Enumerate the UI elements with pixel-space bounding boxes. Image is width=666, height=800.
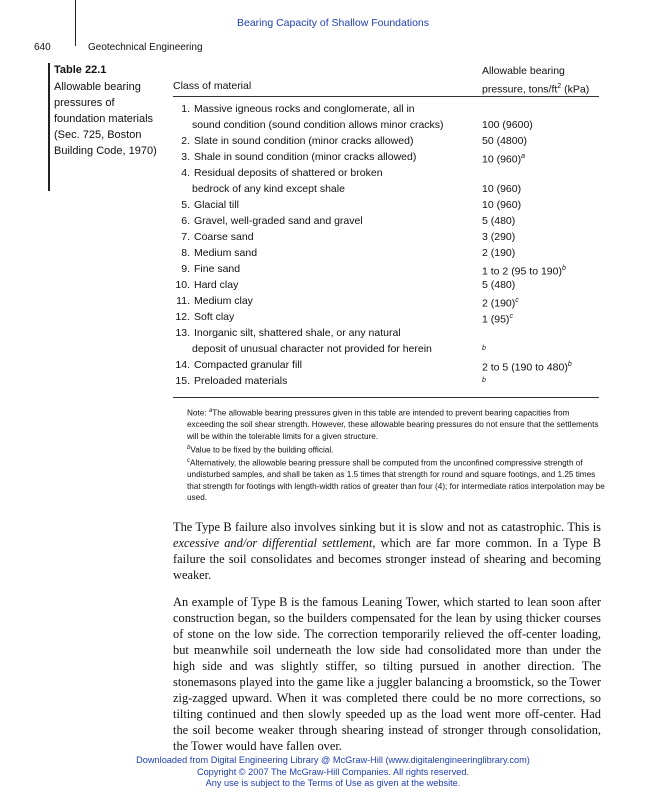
bearing-value-text: 50 (4800): [482, 135, 527, 147]
page-number: 640: [34, 42, 51, 53]
footnote-marker: b: [482, 377, 486, 384]
bearing-value-text: 2 (190): [482, 297, 516, 310]
footnote-marker: b: [561, 265, 566, 272]
table-row: [160, 293, 610, 309]
bearing-value-text: 10 (960): [482, 199, 522, 211]
table-number: Table 22.1: [54, 64, 107, 76]
bearing-value-text: 1 (95): [482, 313, 510, 326]
note-a-text: The allowable bearing pressures given in this table are intended to prevent bearing capacities from exceeding the soil shear strength. However, these allowable bearing pressures do not ensure that the settlements will be within the tolerable limits for a given structure.: [187, 408, 599, 441]
table-row: [160, 165, 610, 181]
material-class: Slate in sound condition (minor cracks allowed): [194, 135, 414, 147]
material-class: Shale in sound condition (minor cracks allowed): [194, 151, 417, 163]
footnote-marker: c: [509, 313, 513, 320]
bearing-value: [482, 229, 515, 245]
material-class: Medium sand: [194, 247, 258, 259]
table-row: [160, 149, 610, 165]
note-prefix: Note:: [187, 408, 209, 418]
table-row: [160, 357, 610, 373]
table-row: [160, 309, 610, 325]
footer-line1[interactable]: Downloaded from Digital Engineering Library @ McGraw-Hill (www.digitalengineeringlibrary.com): [136, 755, 530, 765]
row-number: 3.: [181, 151, 190, 163]
table-notes: [187, 406, 607, 504]
bearing-value-text: 100 (9600): [482, 119, 533, 131]
bearing-value: [482, 213, 515, 229]
note-b-text: Value to be fixed by the building official.: [190, 445, 334, 455]
table-row: [160, 213, 610, 229]
column-header-pressure: [482, 64, 589, 98]
row-number: 10.: [175, 279, 190, 291]
table-row: [160, 133, 610, 149]
material-class: Compacted granular fill: [194, 359, 302, 371]
row-number: 2.: [181, 135, 190, 147]
note-c-marker: c: [187, 457, 190, 464]
row-number: 4.: [181, 167, 190, 179]
caption-bar: [48, 63, 50, 191]
bearing-value: [482, 117, 533, 133]
row-number: 1.: [181, 103, 190, 115]
pressure-header-line2: [482, 79, 589, 98]
material-class: bedrock of any kind except shale: [192, 183, 345, 195]
table-row: [160, 277, 610, 293]
pressure-units-kpa: (kPa): [561, 83, 590, 96]
table-caption: [54, 62, 159, 159]
material-class: Massive igneous rocks and conglomerate, all in: [194, 103, 415, 115]
row-number: 14.: [175, 359, 190, 371]
table-row: [160, 325, 610, 341]
table-bottom-rule: [173, 397, 599, 398]
bearing-value-text: 5 (480): [482, 215, 516, 227]
row-number: 15.: [175, 375, 190, 387]
note-b: [187, 443, 607, 456]
note-b-marker: b: [187, 444, 191, 451]
paragraph-type-b: [173, 519, 601, 583]
note-c-text: Alternatively, the allowable bearing pressure shall be computed from the unconfined compressive strength of undisturbed samples, and shall be taken as 1.5 times that strength for round and square footings, and 1.25 times that strength for footings with length-width ratios of greater than four (4); for intermediate ratios interpolation may be used.: [187, 458, 605, 503]
table-row: [160, 117, 610, 133]
table-row: [160, 229, 610, 245]
note-c: [187, 456, 607, 504]
p2-text: An example of Type B is the famous Leaning Tower, which started to lean soon after construction began, so the builders compensated for the lean by using thicker courses of stone on the low side. The correction temporarily relieved the off-center loading, but meanwhile soil underneath the low side had consolidated more than under the high side and was slightly stiffer, so tilting pursued in another direction. The stonemasons played into the game like a juggler balancing a broomstick, so the Tower zig-zagged upward. When it was completed there could be no more corrections, so tilting continued and then slowly speeded up as the load went more off-center. Had the soil become weaker through shearing instead of stronger through consolidation, the Tower would have fallen over.: [173, 595, 601, 753]
material-class: sound condition (sound condition allows minor cracks): [192, 119, 444, 131]
bearing-value-text: 3 (290): [482, 231, 516, 243]
bearing-value: [482, 245, 515, 261]
book-title: Geotechnical Engineering: [88, 42, 203, 53]
row-number: 12.: [175, 311, 190, 323]
note-a: [187, 406, 607, 443]
material-class: Medium clay: [194, 295, 253, 307]
table-source: (Sec. 725, Boston Building Code, 1970): [54, 129, 157, 157]
footnote-marker: a: [521, 153, 526, 160]
bearing-table: [160, 101, 610, 389]
bearing-value: [482, 277, 515, 293]
table-row: [160, 181, 610, 197]
material-class: deposit of unusual character not provided for herein: [192, 343, 432, 355]
bearing-value: [482, 197, 521, 213]
paragraph-leaning-tower: [173, 594, 601, 754]
material-class: Residual deposits of shattered or broken: [194, 167, 383, 179]
bearing-value-text: 2 to 5 (190 to 480): [482, 361, 568, 374]
row-number: 9.: [181, 263, 190, 275]
footnote-marker: c: [515, 297, 519, 304]
pressure-units-sup: 2: [557, 83, 562, 90]
pressure-header-line1: Allowable bearing: [482, 65, 565, 77]
p1-text-b: , which are far more common. In a Type B failure the soil consolidates and becomes stronger instead of shearing and becoming weaker.: [173, 536, 601, 582]
bearing-value-text: 1 to 2 (95 to 190): [482, 265, 562, 278]
table-row: [160, 197, 610, 213]
table-row: [160, 373, 610, 389]
material-class: Fine sand: [194, 263, 241, 275]
bearing-value-text: 10 (960): [482, 153, 522, 166]
header-rule: [173, 96, 599, 97]
running-title: Bearing Capacity of Shallow Foundations: [236, 17, 430, 29]
material-class: Soft clay: [194, 311, 235, 323]
footer-line2: Copyright © 2007 The McGraw-Hill Companies. All rights reserved.: [196, 766, 470, 777]
material-class: Coarse sand: [194, 231, 254, 243]
bearing-value: [482, 373, 486, 392]
table-title: Allowable bearing pressures of foundation materials: [54, 81, 154, 125]
footnote-marker: b: [567, 361, 572, 368]
material-class: Glacial till: [194, 199, 239, 211]
footer: [0, 755, 666, 790]
row-number: 7.: [181, 231, 190, 243]
table-row: [160, 341, 610, 357]
bearing-value: [482, 181, 521, 197]
row-number: 13.: [175, 327, 190, 339]
bearing-value-text: 10 (960): [482, 183, 522, 195]
bearing-value: [482, 133, 527, 149]
material-class: Gravel, well-graded sand and gravel: [194, 215, 363, 227]
row-number: 6.: [181, 215, 190, 227]
p1-emphasis: excessive and/or differential settlement: [173, 536, 373, 550]
table-row: [160, 245, 610, 261]
table-row: [160, 101, 610, 117]
row-number: 11.: [176, 295, 190, 307]
material-class: Preloaded materials: [194, 375, 288, 387]
bearing-value-text: 5 (480): [482, 279, 516, 291]
material-class: Hard clay: [194, 279, 239, 291]
pressure-units: pressure, tons/ft: [482, 83, 558, 96]
footnote-marker: b: [482, 345, 486, 352]
p1-text-a: The Type B failure also involves sinking but it is slow and not as catastrophic. This is: [173, 520, 601, 534]
material-class: Inorganic silt, shattered shale, or any natural: [194, 327, 401, 339]
note-a-marker: a: [208, 408, 213, 414]
bearing-value-text: 2 (190): [482, 247, 516, 259]
row-number: 5.: [181, 199, 190, 211]
table-row: [160, 261, 610, 277]
footer-line3: Any use is subject to the Terms of Use as given at the website.: [205, 778, 461, 789]
column-header-class: Class of material: [173, 80, 252, 92]
row-number: 8.: [181, 247, 190, 259]
